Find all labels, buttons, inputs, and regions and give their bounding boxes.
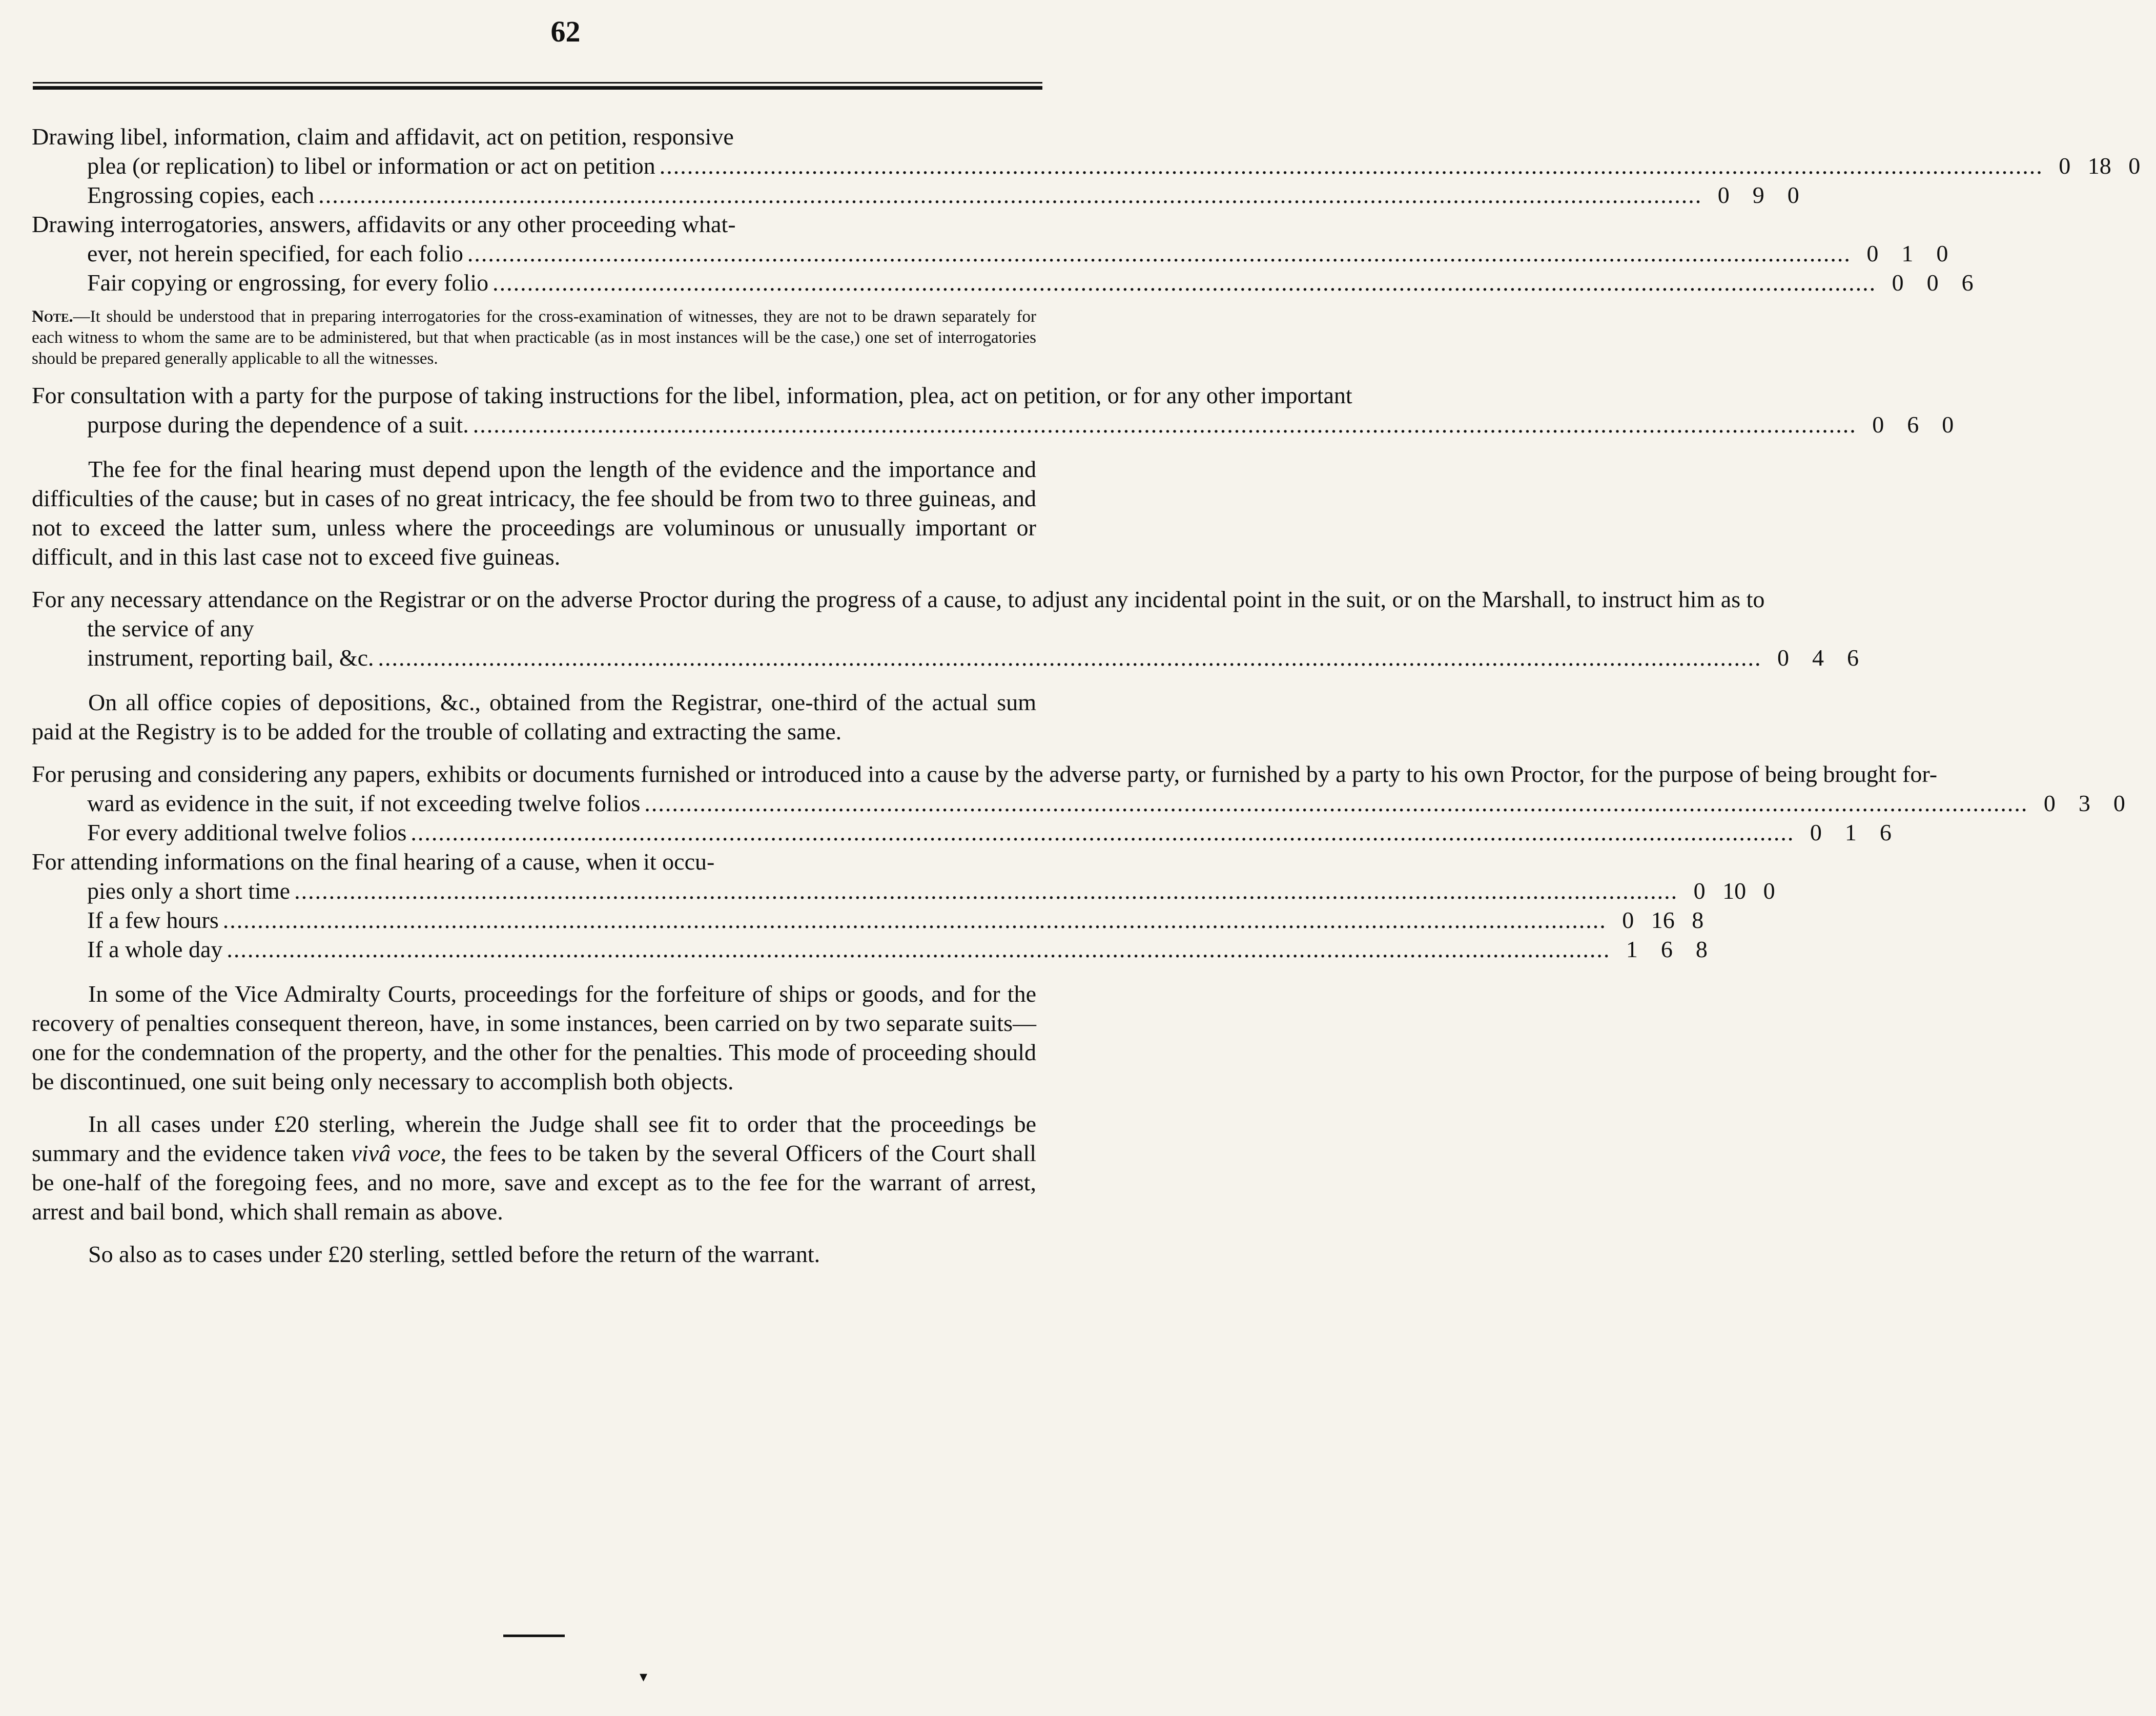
fee-description-text: instrument, reporting bail, &c. (87, 645, 374, 671)
fee-row (32, 122, 2141, 180)
fee-pounds: 0 (1693, 878, 1706, 904)
fee-row (32, 935, 1708, 964)
fee-description (32, 268, 1880, 297)
fee-pounds: 0 (1717, 182, 1730, 208)
fee-shillings: 18 (2087, 153, 2111, 179)
fee-description-last-line (87, 410, 1861, 439)
fee-pounds: 0 (1892, 270, 1904, 296)
fee-pence: 0 (1787, 182, 1799, 208)
fee-row (32, 381, 1954, 439)
footer-rule (503, 1635, 565, 1637)
fee-description (32, 935, 1614, 964)
paragraph-office-copies: On all office copies of depositions, &c., obtained from the Registrar, one-third of the actual sum paid at the Registry is to be added for the trouble of collating and extracting the same. (32, 689, 1036, 745)
fee-description (32, 847, 1682, 905)
fee-description-line: For consultation with a party for the purpose of taking instructions for the libel, information, plea, act on petition, or for any other important (32, 382, 1352, 408)
italic-phrase: vivâ voce (351, 1140, 441, 1166)
dot-leader: ........................................................................................................................................................................................................ (222, 907, 1607, 933)
fee-amount (1614, 935, 1723, 964)
fee-shillings: 10 (1722, 878, 1747, 904)
note (32, 306, 1057, 369)
header-rule (33, 82, 1042, 90)
dot-leader: ........................................................................................................................................................................................................ (467, 240, 1851, 266)
fee-row (32, 180, 1799, 210)
printer-mark: ▾ (640, 1668, 648, 1685)
fee-description-last-line (87, 935, 1614, 964)
dot-leader: ........................................................................................................................................................................................................ (378, 645, 1762, 671)
fee-description-text: ever, not herein specified, for each folio (87, 240, 463, 266)
fee-description (32, 759, 2032, 818)
fee-description-text: If a whole day (87, 936, 223, 962)
fee-pounds: 0 (2059, 153, 2071, 179)
fee-description-text: pies only a short time (87, 878, 291, 904)
note-lead: Note. (32, 307, 73, 326)
paragraph-under-20-rest: , the fees to be taken by the several Officers of the Court shall be one-half of the foregoing fees, and no more, save and except as to the fee for the warrant of arrest, arrest and bail bond, which shall remain as above. (32, 1140, 1037, 1225)
paragraph-under-20-text: In all cases under £20 sterling, wherein the Judge shall see fit to order that the proceedings be summary and the evidence taken (32, 1111, 1036, 1166)
fee-row (32, 818, 1892, 847)
fee-description-last-line (87, 239, 1855, 268)
fee-pence: 0 (1942, 411, 1954, 438)
paragraph-vice-admiralty: In some of the Vice Admiralty Courts, proceedings for the forfeiture of ships or goods, and for the recovery of penalties consequent thereon, have, in some instances, been carried on by two separate suits—one for the condemnation of the property, and the other for the penalties. This mode of proceeding should be discontinued, one suit being only necessary to accomplish both objects. (32, 981, 1036, 1094)
fee-description-line: For any necessary attendance on the Registrar or on the adverse Proctor during the progress of a cause, to adjust any incidental point in the suit, or on the Marshall, to instruct him as to the service of any (32, 586, 1765, 642)
dot-leader: ........................................................................................................................................................................................................ (227, 936, 1611, 962)
fee-description (32, 122, 2047, 180)
page-number: 62 (550, 15, 581, 48)
fee-amount (1682, 876, 1791, 905)
fee-description-last-line (87, 268, 1880, 297)
fee-description-line: For attending informations on the final hearing of a cause, when it occu- (32, 849, 715, 875)
fee-shillings: 1 (1901, 240, 1914, 266)
fee-pence: 8 (1692, 907, 1704, 933)
fee-pounds: 0 (1810, 819, 1822, 845)
paragraph-under-20 (32, 1109, 1036, 1226)
fee-list (32, 585, 1859, 672)
fee-description (32, 180, 1706, 210)
dot-leader: ........................................................................................................................................................................................................ (318, 182, 1702, 208)
fee-pence: 0 (1936, 240, 1948, 266)
fee-description (32, 210, 1855, 268)
fee-description-last-line (87, 643, 1766, 672)
fee-amount (1861, 410, 1969, 439)
fee-description-last-line (87, 876, 1682, 905)
dot-leader: ........................................................................................................................................................................................................ (659, 153, 2043, 179)
fee-amount (1855, 239, 1964, 268)
fee-shillings: 3 (2078, 790, 2090, 816)
fee-description (32, 818, 1798, 847)
fee-amount (1611, 905, 1719, 935)
paragraph-settled: So also as to cases under £20 sterling, settled before the return of the warrant. (88, 1241, 820, 1267)
fee-description (32, 381, 1861, 439)
fee-pounds: 1 (1626, 936, 1638, 962)
fee-description-text: If a few hours (87, 907, 219, 933)
fee-amount (1880, 268, 1989, 297)
fee-amount (1706, 180, 1815, 210)
fee-amount (1798, 818, 1907, 847)
fee-pence: 6 (1961, 270, 1974, 296)
fee-pounds: 0 (1872, 411, 1884, 438)
paragraph-final-hearing: The fee for the final hearing must depend upon the length of the evidence and the importance and difficulties of the cause; but in cases of no great intricacy, the fee should be from two to three guineas, and not to exceed the latter sum, unless where the proceedings are voluminous or unusually important or difficult, and in this last case not to exceed five guineas. (32, 456, 1036, 570)
fee-amount (1766, 643, 1875, 672)
fee-description-last-line (87, 151, 2047, 180)
fee-shillings: 6 (1907, 411, 1919, 438)
fee-pence: 0 (1763, 878, 1775, 904)
fee-shillings: 16 (1651, 907, 1675, 933)
fee-amount (2047, 151, 2156, 180)
fee-pounds: 0 (2043, 790, 2056, 816)
fee-description (32, 905, 1611, 935)
fee-description-last-line (87, 180, 1706, 210)
dot-leader: ........................................................................................................................................................................................................ (294, 878, 1678, 904)
fee-description-line: Drawing libel, information, claim and affidavit, act on petition, responsive (32, 123, 734, 150)
fee-description-text: ward as evidence in the suit, if not exceeding twelve folios (87, 790, 641, 816)
dot-leader: ........................................................................................................................................................................................................ (644, 790, 2028, 816)
fee-pounds: 0 (1622, 907, 1634, 933)
fee-row (32, 847, 1775, 905)
fee-pence: 6 (1847, 645, 1859, 671)
fee-description-text: purpose during the dependence of a suit. (87, 411, 469, 438)
fee-pounds: 0 (1777, 645, 1790, 671)
fee-description (32, 585, 1766, 672)
fee-shillings: 4 (1812, 645, 1824, 671)
fee-description-text: For every additional twelve folios (87, 819, 407, 845)
fee-pence: 0 (2128, 153, 2141, 179)
fee-list (32, 381, 1954, 439)
fee-description-line: For perusing and considering any papers, exhibits or documents furnished or introduced into a cause by the adverse party, or furnished by a party to his own Proctor, for the purpose of being brought for- (32, 761, 1938, 787)
fee-pence: 0 (2113, 790, 2125, 816)
fee-row (32, 759, 2125, 818)
note-text: —It should be understood that in preparing interrogatories for the cross-examination of witnesses, they are not to be drawn separately for each witness to whom the same are to be administered, but that when practicable (as in most instances will be the case,) one set of interrogatories should be prepared generally applicable to all the witnesses. (32, 307, 1036, 368)
fee-list (32, 759, 2125, 964)
fee-row (32, 210, 1948, 268)
fee-description-text: Engrossing copies, each (87, 182, 315, 208)
fee-pence: 6 (1879, 819, 1892, 845)
fee-row (32, 268, 1974, 297)
page-body (32, 112, 2141, 1282)
fee-list (32, 122, 2141, 297)
fee-description-line: Drawing interrogatories, answers, affidavits or any other proceeding what- (32, 211, 736, 237)
fee-description-last-line (87, 905, 1611, 935)
fee-amount (2032, 789, 2141, 818)
fee-shillings: 6 (1660, 936, 1673, 962)
dot-leader: ........................................................................................................................................................................................................ (492, 270, 1877, 296)
fee-description-text: plea (or replication) to libel or information or act on petition (87, 153, 655, 179)
fee-shillings: 0 (1926, 270, 1939, 296)
fee-row (32, 905, 1704, 935)
fee-description-last-line (87, 818, 1798, 847)
fee-description-text: Fair copying or engrossing, for every folio (87, 270, 489, 296)
dot-leader: ........................................................................................................................................................................................................ (410, 819, 1795, 845)
fee-row (32, 585, 1859, 672)
fee-shillings: 1 (1844, 819, 1857, 845)
dot-leader: ........................................................................................................................................................................................................ (473, 411, 1857, 438)
fee-shillings: 9 (1752, 182, 1764, 208)
fee-description-last-line (87, 789, 2032, 818)
fee-pounds: 0 (1866, 240, 1879, 266)
fee-pence: 8 (1695, 936, 1708, 962)
